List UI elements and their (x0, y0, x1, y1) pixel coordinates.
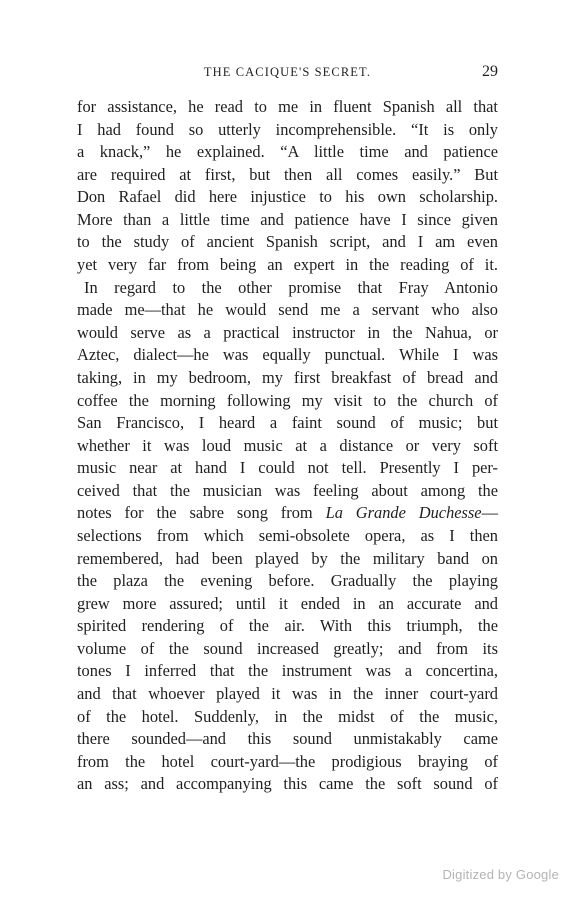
text-line: for assistance, he read to me in fluent Spanish all that (77, 97, 498, 116)
em-dash: — (481, 503, 498, 523)
text-line: taking, in my bedroom, my first breakfast of bread and (77, 367, 498, 387)
text-line: yet very far from being an expert in the reading of it. (77, 255, 498, 275)
text-line: More than a little time and patience have I since given (77, 209, 498, 229)
text-line: San Francisco, I heard a faint sound of music; but (77, 413, 498, 433)
text-line: music near at hand I could not tell. Presently I per- (77, 458, 498, 478)
text-line: spirited rendering of the air. With this triumph, the (77, 616, 498, 636)
text-line: selections from which semi-obsolete opera, as I then (77, 525, 498, 545)
page-number: 29 (482, 63, 498, 80)
italic-opera-title: La Grande Duchesse (325, 503, 482, 523)
text-line: remembered, had been played by the military band on (77, 548, 498, 568)
body-text (77, 96, 498, 796)
text-line: made me—that he would send me a servant who also (77, 300, 498, 320)
text-line: to the study of ancient Spanish script, and I am even (77, 232, 498, 252)
text-line: ceived that the musician was feeling about among the (77, 480, 498, 500)
line-text: notes for the sabre song from (77, 503, 313, 523)
running-title: THE CACIQUE'S SECRET. (203, 65, 372, 79)
text-line: of the hotel. Suddenly, in the midst of the music, (77, 706, 498, 726)
text-line: Don Rafael did here injustice to his own scholarship. (77, 187, 498, 207)
text-line: whether it was loud music at a distance or very soft (77, 435, 498, 455)
text-line: are required at first, but then all comes easily.” But (77, 164, 498, 184)
digitized-watermark: Digitized by Google (442, 867, 559, 882)
text-line: there sounded—and this sound unmistakably came (77, 729, 498, 749)
text-line: a knack,” he explained. “A little time and patience (77, 142, 498, 162)
text-line: the plaza the evening before. Gradually the playing (77, 571, 498, 591)
text-line: volume of the sound increased greatly; and from its (77, 638, 498, 658)
text-line: from the hotel court-yard—the prodigious braying of (77, 751, 498, 771)
text-line-indented: In regard to the other promise that Fray Antonio (84, 277, 498, 297)
text-line: coffee the morning following my visit to the church of (77, 390, 498, 410)
text-line: I had found so utterly incomprehensible. “It is only (77, 119, 498, 139)
text-line: tones I inferred that the instrument was a concertina, (77, 661, 498, 681)
text-line: and that whoever played it was in the inner court-yard (77, 684, 498, 704)
text-line-with-italic (77, 502, 498, 525)
running-head (77, 62, 498, 82)
text-line: an ass; and accompanying this came the soft sound of (77, 774, 498, 794)
text-line: would serve as a practical instructor in the Nahua, or (77, 322, 498, 342)
text-line: Aztec, dialect—he was equally punctual. While I was (77, 345, 498, 365)
text-line: grew more assured; until it ended in an accurate and (77, 593, 498, 613)
